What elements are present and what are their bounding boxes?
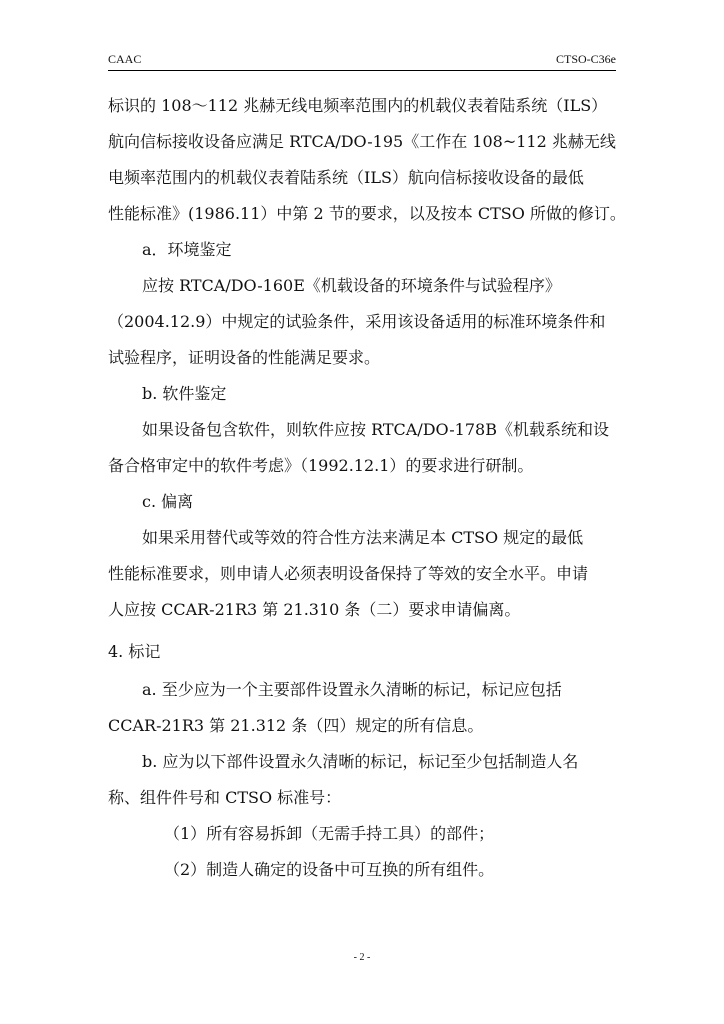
section-4a-body <box>108 672 618 744</box>
header-doc-id: CTSO-C36e <box>556 52 616 66</box>
text-line: 标识的 108～112 兆赫无线电频率范围内的机载仪表着陆系统（ILS） <box>108 96 608 115</box>
section-b-title: b. 软件鉴定 <box>142 384 227 403</box>
section-a-title: a．环境鉴定 <box>142 240 232 259</box>
document-body <box>108 88 626 888</box>
paragraph-intro <box>108 88 626 232</box>
text-line: 性能标准要求，则申请人必须表明设备保持了等效的安全水平。申请 <box>108 564 589 583</box>
list-item-1: （1）所有容易拆卸（无需手持工具）的部件； <box>164 824 495 843</box>
text-line: 备合格审定中的软件考虑》（1992.12.1）的要求进行研制。 <box>108 456 534 475</box>
section-4-title: 4. 标记 <box>108 642 161 661</box>
text-line: 如果设备包含软件，则软件应按 RTCA/DO-178B《机载系统和设 <box>142 420 609 439</box>
text-line: a. 至少应为一个主要部件设置永久清晰的标记，标记应包括 <box>142 680 562 699</box>
header-org: CAAC <box>108 52 142 66</box>
text-line: CCAR-21R3 第 21.312 条（四）规定的所有信息。 <box>108 716 484 735</box>
text-line: （2004.12.9）中规定的试验条件，采用该设备适用的标准环境条件和 <box>108 312 606 331</box>
section-c-title: c. 偏离 <box>142 492 194 511</box>
list-item-2: （2）制造人确定的设备中可互换的所有组件。 <box>164 860 495 879</box>
text-line: 称、组件件号和 CTSO 标准号： <box>108 788 342 807</box>
text-line: 航向信标接收设备应满足 RTCA/DO-195《工作在 108~112 兆赫无线 <box>108 132 616 151</box>
section-a-body <box>108 268 618 376</box>
text-line: 人应按 CCAR-21R3 第 21.310 条（二）要求申请偏离。 <box>108 600 521 619</box>
section-4b-body <box>108 744 618 816</box>
text-line: 性能标准》(1986.11）中第 2 节的要求，以及按本 CTSO 所做的修订。 <box>108 204 626 223</box>
section-b-body <box>108 412 618 484</box>
text-line: 如果采用替代或等效的符合性方法来满足本 CTSO 规定的最低 <box>142 528 584 547</box>
text-line: 电频率范围内的机载仪表着陆系统（ILS）航向信标接收设备的最低 <box>108 168 584 187</box>
page-header <box>108 50 616 71</box>
text-line: 试验程序，证明设备的性能满足要求。 <box>108 348 381 367</box>
text-line: 应按 RTCA/DO-160E《机载设备的环境条件与试验程序》 <box>142 276 561 295</box>
text-line: b. 应为以下部件设置永久清晰的标记，标记至少包括制造人名 <box>142 752 579 771</box>
page-number: - 2 - <box>353 952 371 963</box>
section-c-body <box>108 520 618 628</box>
